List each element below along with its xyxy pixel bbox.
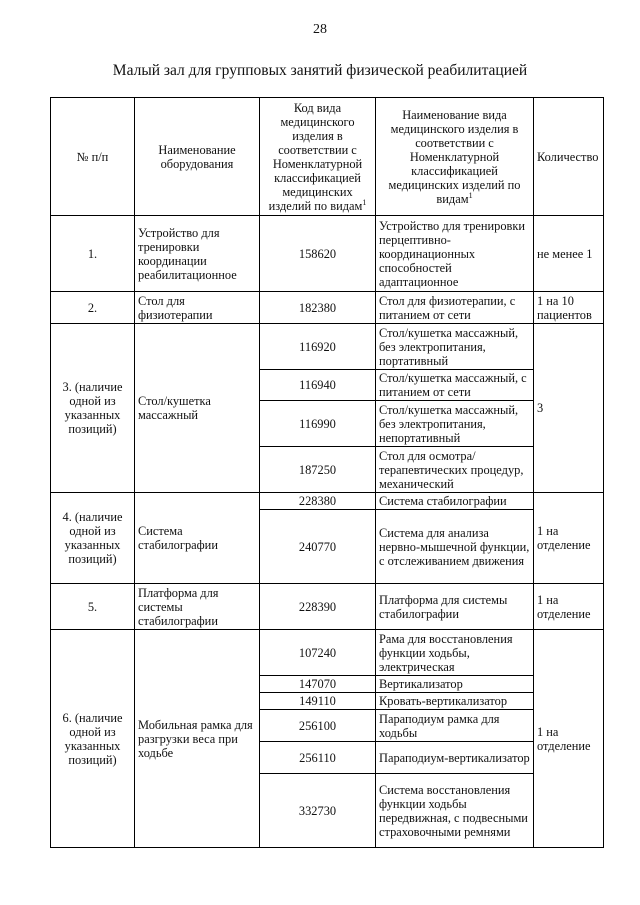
row-name: Рама для восстановления функции ходьбы, электрическая xyxy=(376,630,534,676)
row-equipment: Система стабилографии xyxy=(135,493,260,584)
row-name: Вертикализатор xyxy=(376,676,534,693)
row-qty: 1 на отделение xyxy=(534,630,604,848)
header-name xyxy=(376,98,534,216)
row-code: 116990 xyxy=(260,401,376,447)
row-code: 107240 xyxy=(260,630,376,676)
row-name: Система стабилографии xyxy=(376,493,534,510)
header-equipment: Наименование оборудования xyxy=(135,98,260,216)
row-name: Платформа для системы стабилографии xyxy=(376,584,534,630)
row-code: 240770 xyxy=(260,510,376,584)
row-code: 256110 xyxy=(260,742,376,774)
row-qty: 1 на отделение xyxy=(534,493,604,584)
header-code xyxy=(260,98,376,216)
table-row xyxy=(51,216,604,292)
document-title: Малый зал для групповых занятий физической реабилитацией xyxy=(112,62,528,79)
row-code: 149110 xyxy=(260,693,376,710)
row-num: 2. xyxy=(51,292,135,324)
row-num: 6. (наличие одной из указанных позиций) xyxy=(51,630,135,848)
row-equipment: Устройство для тренировки координации реабилитационное xyxy=(135,216,260,292)
row-equipment: Мобильная рамка для разгрузки веса при ходьбе xyxy=(135,630,260,848)
row-name: Система для анализа нервно-мышечной функции, с отслеживанием движения xyxy=(376,510,534,584)
row-name: Параподиум рамка для ходьбы xyxy=(376,710,534,742)
row-qty: 1 на 10 пациентов xyxy=(534,292,604,324)
footnote-mark: 1 xyxy=(468,190,473,200)
row-code: 116940 xyxy=(260,370,376,401)
page-number: 28 xyxy=(313,22,327,37)
row-name: Стол для осмотра/ терапевтических процедур, механический xyxy=(376,447,534,493)
row-code: 332730 xyxy=(260,774,376,848)
row-qty: 1 на отделение xyxy=(534,584,604,630)
row-name: Система восстановления функции ходьбы передвижная, с подвесными страховочными ремнями xyxy=(376,774,534,848)
row-code: 116920 xyxy=(260,324,376,370)
row-code: 256100 xyxy=(260,710,376,742)
row-num: 1. xyxy=(51,216,135,292)
row-code: 147070 xyxy=(260,676,376,693)
row-num: 4. (наличие одной из указанных позиций) xyxy=(51,493,135,584)
equipment-table xyxy=(50,97,604,848)
table-row xyxy=(51,324,604,370)
row-name: Кровать-вертикализатор xyxy=(376,693,534,710)
row-num: 3. (наличие одной из указанных позиций) xyxy=(51,324,135,493)
row-equipment: Платформа для системы стабилографии xyxy=(135,584,260,630)
row-qty: не менее 1 xyxy=(534,216,604,292)
row-name: Стол/кушетка массажный, с питанием от сети xyxy=(376,370,534,401)
header-name-text: Наименование вида медицинского изделия в соответствии с Номенклатурной классификацией медицинских изделий по видам xyxy=(388,107,521,206)
row-name: Параподиум-вертикализатор xyxy=(376,742,534,774)
row-equipment: Стол/кушетка массажный xyxy=(135,324,260,493)
row-name: Стол для физиотерапии, с питанием от сети xyxy=(376,292,534,324)
header-num: № п/п xyxy=(51,98,135,216)
row-qty: 3 xyxy=(534,324,604,493)
table-row xyxy=(51,630,604,676)
footnote-mark: 1 xyxy=(362,197,367,207)
header-code-text: Код вида медицинского изделия в соответствии с Номенклатурной классификацией медицинских изделий по видам xyxy=(268,100,363,213)
row-code: 187250 xyxy=(260,447,376,493)
row-code: 228380 xyxy=(260,493,376,510)
table-row xyxy=(51,292,604,324)
row-code: 228390 xyxy=(260,584,376,630)
row-code: 182380 xyxy=(260,292,376,324)
header-qty: Количество xyxy=(534,98,604,216)
table-row xyxy=(51,493,604,510)
row-equipment: Стол для физиотерапии xyxy=(135,292,260,324)
row-name: Стол/кушетка массажный, без электропитания, непортативный xyxy=(376,401,534,447)
row-name: Устройство для тренировки перцептивно-координационных способностей адаптационное xyxy=(376,216,534,292)
row-code: 158620 xyxy=(260,216,376,292)
table-row xyxy=(51,584,604,630)
table-header-row xyxy=(51,98,604,216)
row-name: Стол/кушетка массажный, без электропитания, портативный xyxy=(376,324,534,370)
row-num: 5. xyxy=(51,584,135,630)
